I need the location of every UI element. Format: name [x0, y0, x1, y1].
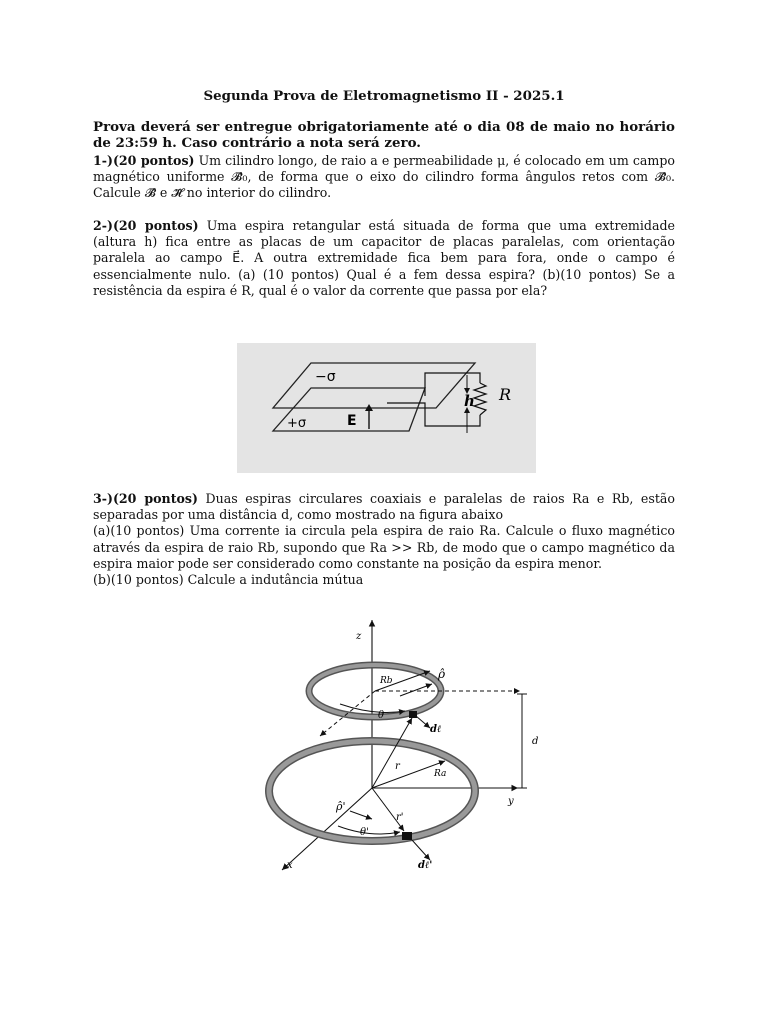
coaxial-loops-figure: [190, 606, 566, 876]
page-title: Segunda Prova de Eletromagnetismo II - 2025.1: [203, 88, 565, 104]
top-plate: [273, 363, 475, 408]
dl-prime-label: dℓ': [418, 860, 433, 871]
question-1: [93, 153, 675, 202]
theta-prime-label: θ': [360, 827, 369, 838]
bottom-plate-label: +σ: [287, 416, 307, 431]
coaxial-loops-diagram: [190, 606, 566, 876]
capacitor-loop-figure: [237, 343, 536, 473]
question-1-label: 1-)(20 pontos): [93, 153, 195, 168]
r-vector: [372, 718, 412, 788]
x-label: x: [287, 860, 293, 871]
x-axis: [282, 788, 372, 870]
rho-hat-prime-label: ρ̂': [336, 800, 346, 813]
ra-label: Ra: [434, 769, 447, 779]
z-label: z: [356, 631, 362, 642]
question-2-label: 2-)(20 pontos): [93, 218, 199, 233]
question-3: [93, 491, 675, 588]
capacitor-loop-diagram: [237, 343, 536, 473]
question-3-part-a: (a)(10 pontos) Uma corrente ia circula pela espira de raio Ra. Calcule o fluxo magnético através da espira de raio Rb, supondo que Ra >> Rb, de modo que o campo magnético da espira maior pode ser considerado como constante na posição da espira menor.: [93, 523, 675, 571]
dl-prime-arrow: [412, 840, 430, 860]
rho-hat-arrow: [400, 684, 432, 696]
dl-prime-element: [402, 832, 412, 840]
dl-label: dℓ: [430, 724, 442, 735]
submission-notice: Prova deverá ser entregue obrigatoriamente até o dia 08 de maio no horário de 23:59 h. Caso contrário a nota será zero.: [93, 119, 675, 152]
dl-arrow: [416, 716, 430, 728]
question-3-label: 3-)(20 pontos): [93, 491, 198, 506]
rho-hat-label: ρ̂: [438, 667, 446, 681]
resistor-symbol: [474, 383, 486, 415]
theta-label: θ: [378, 710, 385, 721]
top-plate-label: −σ: [315, 369, 336, 385]
y-label: y: [508, 796, 514, 807]
question-2-text: Uma espira retangular está situada de forma que uma extremidade (altura h) fica entre as placas de um capacitor de placas paralelas, com orientação paralela ao campo E⃗. A outra extremidade fica bem para fora, onde o campo é essencialmente nulo. (a) (10 pontos) Qual é a fem dessa espira? (b)(10 pontos) Se a resistência da espira é R, qual é o valor da corrente que passa por ela?: [93, 218, 675, 298]
theta-prime-arc: [338, 826, 400, 834]
d-label: d: [532, 736, 539, 747]
question-2: [93, 218, 675, 299]
resistor-label: R: [499, 385, 512, 404]
height-label: h: [464, 392, 475, 410]
field-label: E: [347, 413, 357, 429]
r-prime-label: r': [396, 812, 404, 823]
rb-label: Rb: [380, 676, 393, 686]
dl-element: [409, 711, 417, 718]
r-label: r: [395, 761, 400, 772]
question-1-text: Um cilindro longo, de raio a e permeabilidade μ, é colocado em um campo magnético uniforme 𝓑⃗₀, de forma que o eixo do cilindro forma ângulos retos com 𝓑⃗₀. Calcule 𝓑⃗ e 𝓗⃗ no interior do cilindro.: [93, 153, 675, 201]
question-3-intro: Duas espiras circulares coaxiais e paralelas de raios Ra e Rb, estão separadas por uma distância d, como mostrado na figura abaixo: [93, 491, 675, 523]
r-prime-vector: [372, 788, 404, 831]
rho-hat-prime-arrow: [350, 811, 372, 819]
question-3-part-b: (b)(10 pontos) Calcule a indutância mútua: [93, 572, 364, 588]
